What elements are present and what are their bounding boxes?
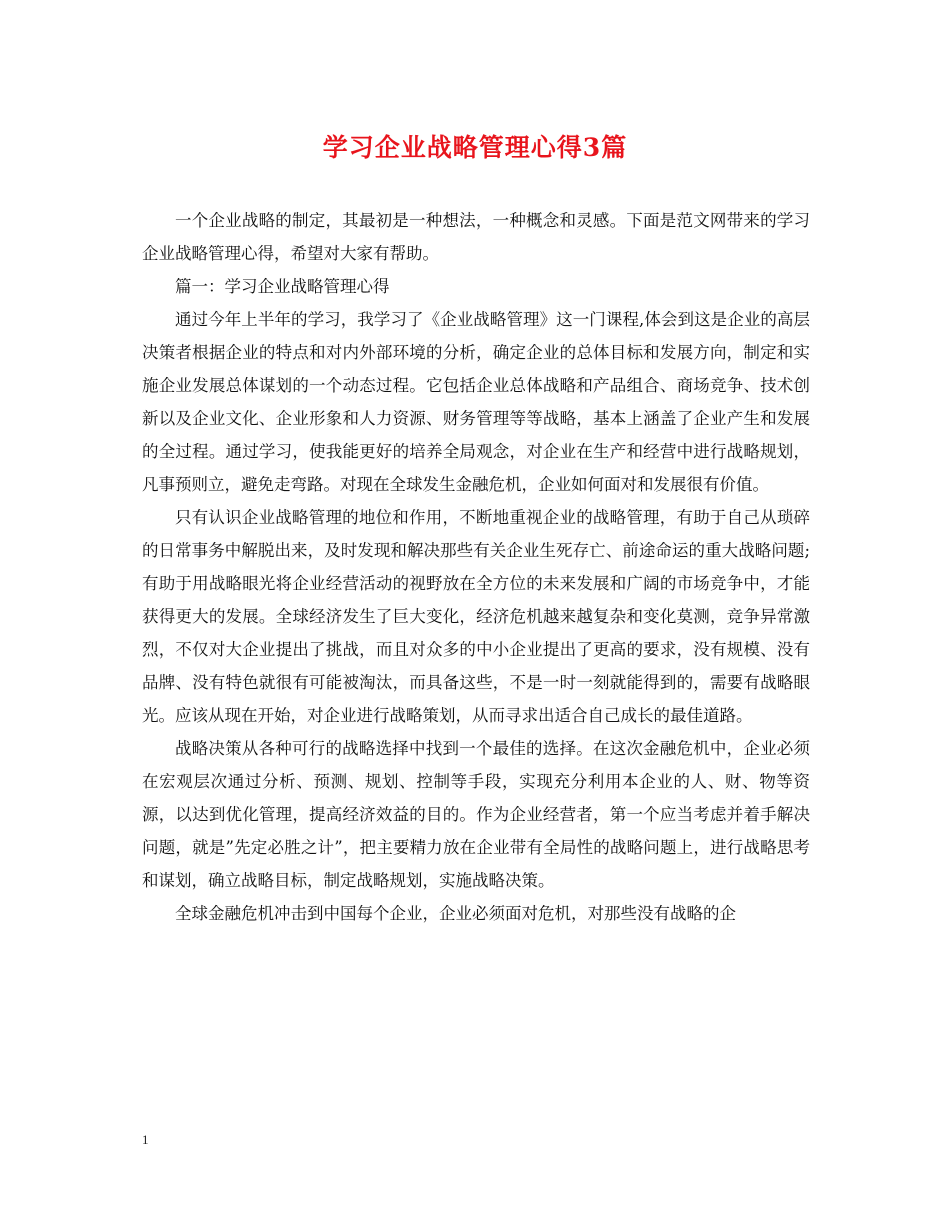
paragraph: 通过今年上半年的学习，我学习了《企业战略管理》这一门课程,体会到这是企业的高层决策者根据企业的特点和对内外部环境的分析，确定企业的总体目标和发展方向，制定和实施企业发展总体谋划的一个动态过程。它包括企业总体战略和产品组合、商场竞争、技术创新以及企业文化、企业形象和人力资源、财务管理等等战略，基本上涵盖了企业产生和发展的全过程。通过学习，使我能更好的培养全局观念，对企业在生产和经营中进行战略规划，凡事预则立，避免走弯路。对现在全球发生金融危机，企业如何面对和发展很有价值。: [142, 310, 810, 494]
section-heading: 篇一：学习企业战略管理心得: [175, 277, 390, 296]
paragraph: 只有认识企业战略管理的地位和作用，不断地重视企业的战略管理，有助于自己从琐碎的日常事务中解脱出来，及时发现和解决那些有关企业生死存亡、前途命运的重大战略问题;有助于用战略眼光将企业经营活动的视野放在全方位的未来发展和广阔的市场竞争中，才能获得更大的发展。全球经济发生了巨大变化，经济危机越来越复杂和变化莫测，竞争异常激烈，不仅对大企业提出了挑战，而且对众多的中小企业提出了更高的要求，没有规模、没有品牌、没有特色就很有可能被淘汰，而具备这些，不是一时一刻就能得到的，需要有战略眼光。应该从现在开始，对企业进行战略策划，从而寻求出适合自己成长的最佳道路。: [142, 508, 810, 725]
document-body: [142, 204, 810, 930]
paragraph: 战略决策从各种可行的战略选择中找到一个最佳的选择。在这次金融危机中，企业必须在宏观层次通过分析、预测、规划、控制等手段，实现充分利用本企业的人、财、物等资源，以达到优化管理，提高经济效益的目的。作为企业经营者，第一个应当考虑并着手解决问题，就是”先定必胜之计”，把主要精力放在企业带有全局性的战略问题上，进行战略思考和谋划，确立战略目标，制定战略规划，实施战略决策。: [142, 739, 810, 890]
paragraph-intro: 一个企业战略的制定，其最初是一种想法，一种概念和灵感。下面是范文网带来的学习企业战略管理心得，希望对大家有帮助。: [142, 211, 810, 263]
document-title: 学习企业战略管理心得3篇: [322, 133, 628, 162]
paragraph: 全球金融危机冲击到中国每个企业，企业必须面对危机，对那些没有战略的企: [175, 904, 736, 923]
page-number: 1: [142, 1132, 149, 1147]
